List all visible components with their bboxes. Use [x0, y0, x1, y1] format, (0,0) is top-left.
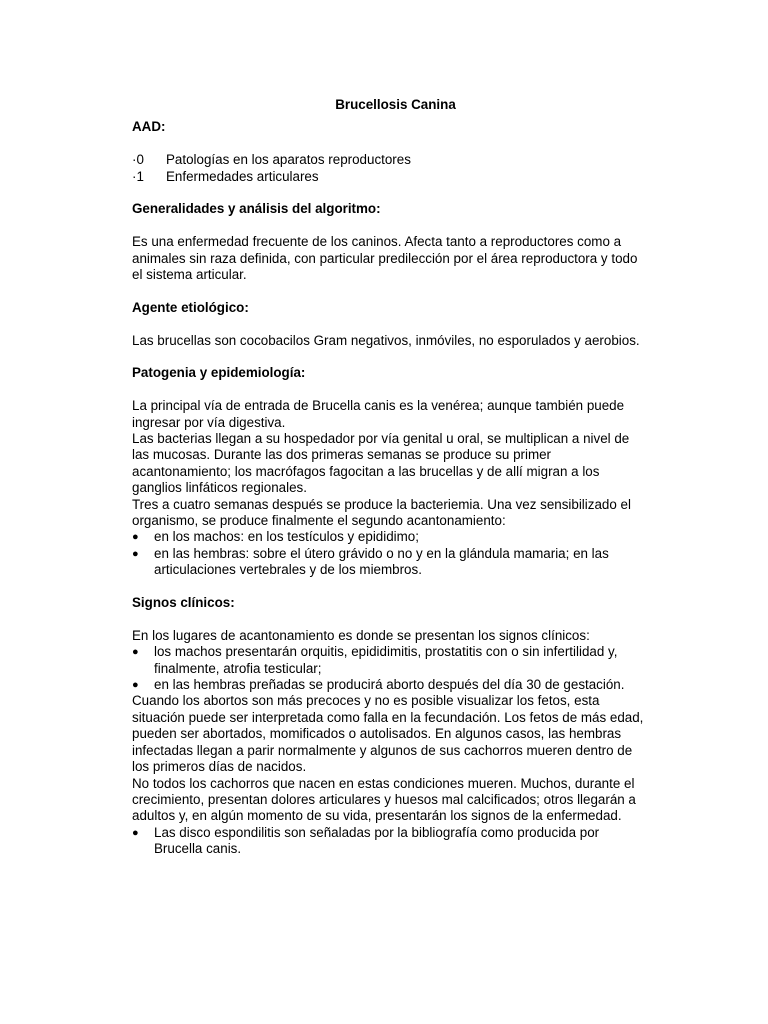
bullet-text: Las disco espondilitis son señaladas por la bibliografía como producida por Brucella canis. — [154, 824, 600, 857]
signos-paragraph-2: Cuando los abortos son más precoces y no es posible visualizar los fetos, esta situación puede ser interpretada como falla en la fecundación. Los fetos de más edad, pueden ser abortados, momificados o autolisados. En algunos casos, las hembras infectadas llegan a parir normalmente y algunos de sus cachorros mueren dentro de los primeros días de nacidos. — [132, 693, 644, 775]
spacer — [132, 136, 647, 152]
patogenia-bullet-list — [132, 529, 647, 578]
bullet-text: en las hembras preñadas se producirá aborto después del día 30 de gestación. — [154, 677, 625, 693]
document-title: Brucellosis Canina — [335, 97, 456, 112]
patogenia-paragraph-2: Las bacterias llegan a su hospedador por vía genital u oral, se multiplican a nivel de las mucosas. Durante las dos primeras semanas se produce su primer acantonamiento; los macrófagos fagocitan a las brucellas y de allí migran a los ganglios linfáticos regionales. — [132, 431, 630, 496]
bullet-list-item — [132, 546, 647, 579]
agente-paragraph: Las brucellas son cocobacilos Gram negativos, inmóviles, no esporulados y aerobios. — [132, 332, 640, 348]
signos-bullet-list-2 — [132, 825, 647, 858]
aad-list-item — [132, 152, 647, 168]
signos-bullet-list — [132, 644, 647, 693]
bullet-text: en los machos: en los testículos y epididimo; — [154, 529, 419, 545]
spacer — [132, 218, 647, 234]
spacer — [132, 185, 647, 201]
bullet-icon: ● — [132, 547, 139, 560]
signos-heading: Signos clínicos: — [132, 595, 235, 611]
bullet-text: en las hembras: sobre el útero grávido o no y en la glándula mamaria; en las articulaciones vertebrales y de los miembros. — [154, 545, 609, 578]
generalidades-heading: Generalidades y análisis del algoritmo: — [132, 201, 381, 217]
spacer — [132, 283, 647, 299]
aad-list — [132, 152, 647, 185]
signos-paragraph-3: No todos los cachorros que nacen en estas condiciones mueren. Muchos, durante el crecimiento, presentan dolores articulares y huesos mal calcificados; otros llegarán a adultos y, en algún momento de su vida, presentarán los signos de la enfermedad. — [132, 775, 636, 824]
bullet-list-item — [132, 825, 647, 858]
list-item-text: Patologías en los aparatos reproductores — [166, 152, 411, 168]
patogenia-paragraph-1: La principal vía de entrada de Brucella canis es la venérea; aunque también puede ingresar por vía digestiva. — [132, 398, 625, 430]
signos-paragraph-1: En los lugares de acantonamiento es donde se presentan los signos clínicos: — [132, 627, 590, 643]
bullet-icon: ● — [132, 679, 139, 692]
bullet-icon: ● — [132, 646, 139, 659]
bullet-icon: ● — [132, 826, 139, 839]
aad-heading: AAD: — [132, 119, 166, 135]
bullet-list-item — [132, 644, 647, 677]
bullet-list-item — [132, 677, 647, 693]
spacer — [132, 579, 647, 595]
patogenia-paragraph-3: Tres a cuatro semanas después se produce la bacteriemia. Una vez sensibilizado el organismo, se produce finalmente el segundo acantonamiento: — [132, 496, 631, 529]
list-number: ·0 — [132, 152, 144, 168]
patogenia-heading: Patogenia y epidemiología: — [132, 365, 306, 381]
spacer — [132, 349, 647, 365]
list-item-text: Enfermedades articulares — [166, 168, 319, 184]
bullet-icon: ● — [132, 531, 139, 544]
spacer — [132, 382, 647, 398]
agente-heading: Agente etiológico: — [132, 299, 249, 315]
generalidades-paragraph: Es una enfermedad frecuente de los caninos. Afecta tanto a reproductores como a animales sin raza definida, con particular predilección por el área reproductora y todo el sistema articular. — [132, 234, 638, 283]
document-page — [132, 97, 647, 858]
spacer — [132, 611, 647, 627]
aad-list-item — [132, 169, 647, 185]
list-number: ·1 — [132, 168, 144, 184]
spacer — [132, 316, 647, 332]
bullet-text: los machos presentarán orquitis, epididimitis, prostatitis con o sin infertilidad y, finalmente, atrofia testicular; — [154, 644, 618, 676]
bullet-list-item — [132, 529, 647, 545]
